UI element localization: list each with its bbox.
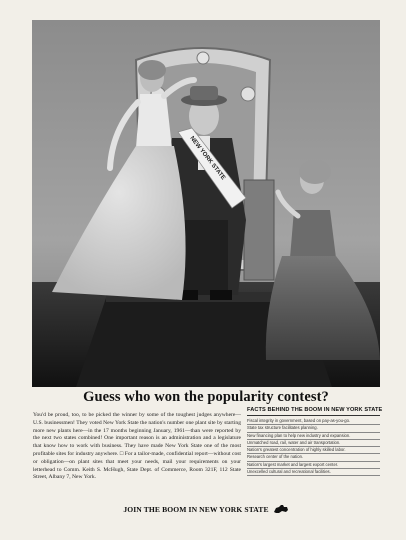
footer [32,502,380,516]
fact-item: Research center of the nation. [247,454,380,461]
contest-photo [32,20,380,387]
fact-item: New financing plan to help new industry and expansion. [247,433,380,440]
fact-item: Unmatched road, rail, water and air transportation. [247,440,380,447]
photo-illustration [32,20,380,387]
body-copy [33,412,241,482]
footer-slogan: JOIN THE BOOM IN NEW YORK STATE [123,504,269,514]
fact-item: Unexcelled cultural and recreational facilities. [247,469,380,476]
body-paragraph: You'd be proud, too, to be picked the winner by some of the toughest judges anywhere—U.S. businessmen! They voted New York State the nation's number one plant site by starting more new plants here—in the 17 months beginning January, 1961—than were reported by the next two states combined! One important reason is an administration and a legislature that know how to work with business. They have made New York State one of the most profitable sites for industry anywhere. □ For a tailor-made, confidential report—without cost or obligation—on plant sites that meet your needs, mail your requirements on your letterhead to Comm. Keith S. McHugh, State Dept. of Commerce, Room 321F, 112 State Street, Albany 7, New York. [33,412,241,481]
fact-item: State tax structure facilitates planning. [247,425,380,432]
fact-item: Nation's largest market and largest export center. [247,462,380,469]
facts-title: FACTS BEHIND THE BOOM IN NEW YORK STATE [247,407,380,416]
new-york-state-map-icon [273,504,289,514]
facts-box [247,407,383,476]
fact-item: Nation's greatest concentration of highly skilled labor. [247,447,380,454]
fact-item: Fiscal integrity in government, based on pay-as-you-go. [247,418,380,425]
headline: Guess who won the popularity contest? [83,389,329,405]
sash-label: NEW YORK STATE [188,135,226,182]
